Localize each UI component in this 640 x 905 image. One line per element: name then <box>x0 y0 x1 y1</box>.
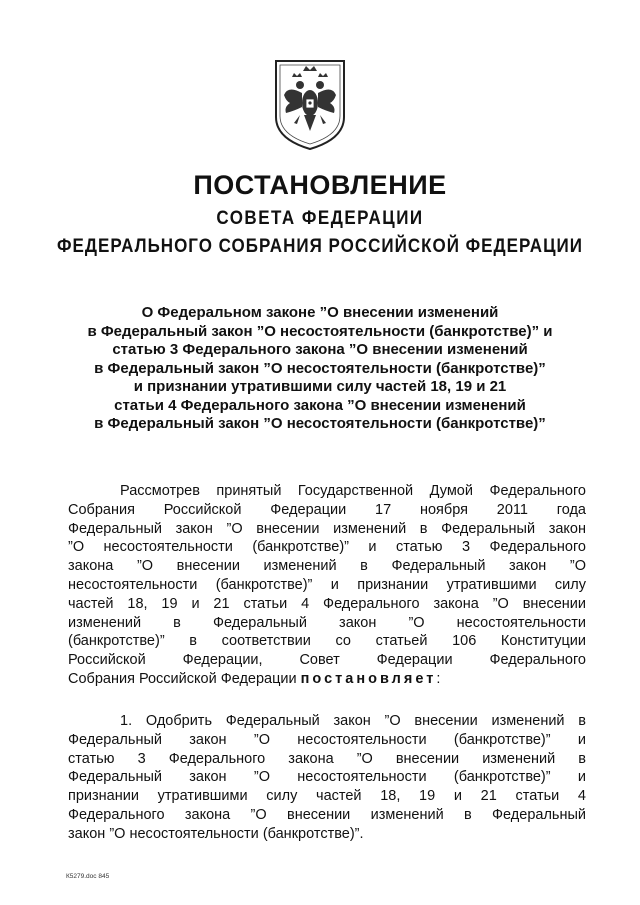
issuer-line-1: СОВЕТА ФЕДЕРАЦИИ <box>216 206 424 229</box>
subject-line: в Федеральный закон ”О несостоятельности (банкротстве)” <box>94 415 546 432</box>
body-line: статью 3 Федерального закона ”О внесении изменений в <box>68 750 586 767</box>
subject-line: статьи 4 Федерального закона ”О внесении изменений <box>114 396 526 414</box>
subject-line: в Федеральный закон ”О несостоятельности (банкротстве)” и <box>87 322 553 340</box>
subject-line: и признании утратившими силу частей 18, 19 и 21 <box>133 378 507 395</box>
subject-line: в Федеральный закон ”О несостоятельности (банкротстве)” <box>94 359 546 377</box>
body-line: закона ”О внесении изменений в Федеральный закон ”О <box>68 558 586 575</box>
body-line: 1. Одобрить Федеральный закон ”О внесении изменений в <box>120 713 586 729</box>
body-line: частей 18, 19 и 21 статьи 4 Федерального закона ”О внесении <box>68 595 586 612</box>
body-line: Российской Федерации, Совет Федерации Федерального <box>68 652 586 669</box>
body-line: несостоятельности (банкротстве)” и признании утратившими силу <box>68 576 586 593</box>
subject-line: О Федеральном законе ”О внесении изменений <box>141 304 499 321</box>
preamble-paragraph <box>68 482 586 689</box>
colon: : <box>436 670 441 687</box>
body-line: Собрания Российской Федерации 17 ноября 2011 года <box>68 501 586 518</box>
resolution-subject <box>60 304 580 434</box>
issuer-line-2: ФЕДЕРАЛЬНОГО СОБРАНИЯ РОССИЙСКОЙ ФЕДЕРАЦИИ <box>57 234 583 257</box>
body-line-text: Собрания Российской Федерации <box>68 670 301 687</box>
body-line: (банкротстве)” в соответствии со статьей 106 Конституции <box>68 633 586 650</box>
document-title: ПОСТАНОВЛЕНИЕ <box>193 170 447 200</box>
item-1-paragraph <box>68 712 586 844</box>
body-line: Федеральный закон ”О внесении изменений в Федеральный закон <box>68 520 586 537</box>
body-line: закон ”О несостоятельности (банкротстве)”. <box>68 825 364 842</box>
body-line: изменений в Федеральный закон ”О несостоятельности <box>68 614 586 631</box>
resolves-keyword: постановляет <box>300 670 437 687</box>
state-emblem-icon <box>270 55 350 151</box>
subject-line: статью 3 Федерального закона ”О внесении изменений <box>112 341 528 358</box>
body-line: Федерального закона ”О внесении изменений в Федеральный <box>68 806 586 823</box>
body-line <box>68 670 586 689</box>
body-line: Федеральный закон ”О несостоятельности (банкротстве)” и <box>68 769 586 786</box>
body-line: ”О несостоятельности (банкротстве)” и статью 3 Федерального <box>68 539 586 556</box>
body-line: Федеральный закон ”О несостоятельности (банкротстве)” и <box>68 731 586 748</box>
document-file-code: К5279.doc 845 <box>66 873 110 880</box>
body-line: Рассмотрев принятый Государственной Думой Федерального <box>120 483 586 499</box>
body-line: признании утратившими силу частей 18, 19 и 21 статьи 4 <box>68 788 586 805</box>
